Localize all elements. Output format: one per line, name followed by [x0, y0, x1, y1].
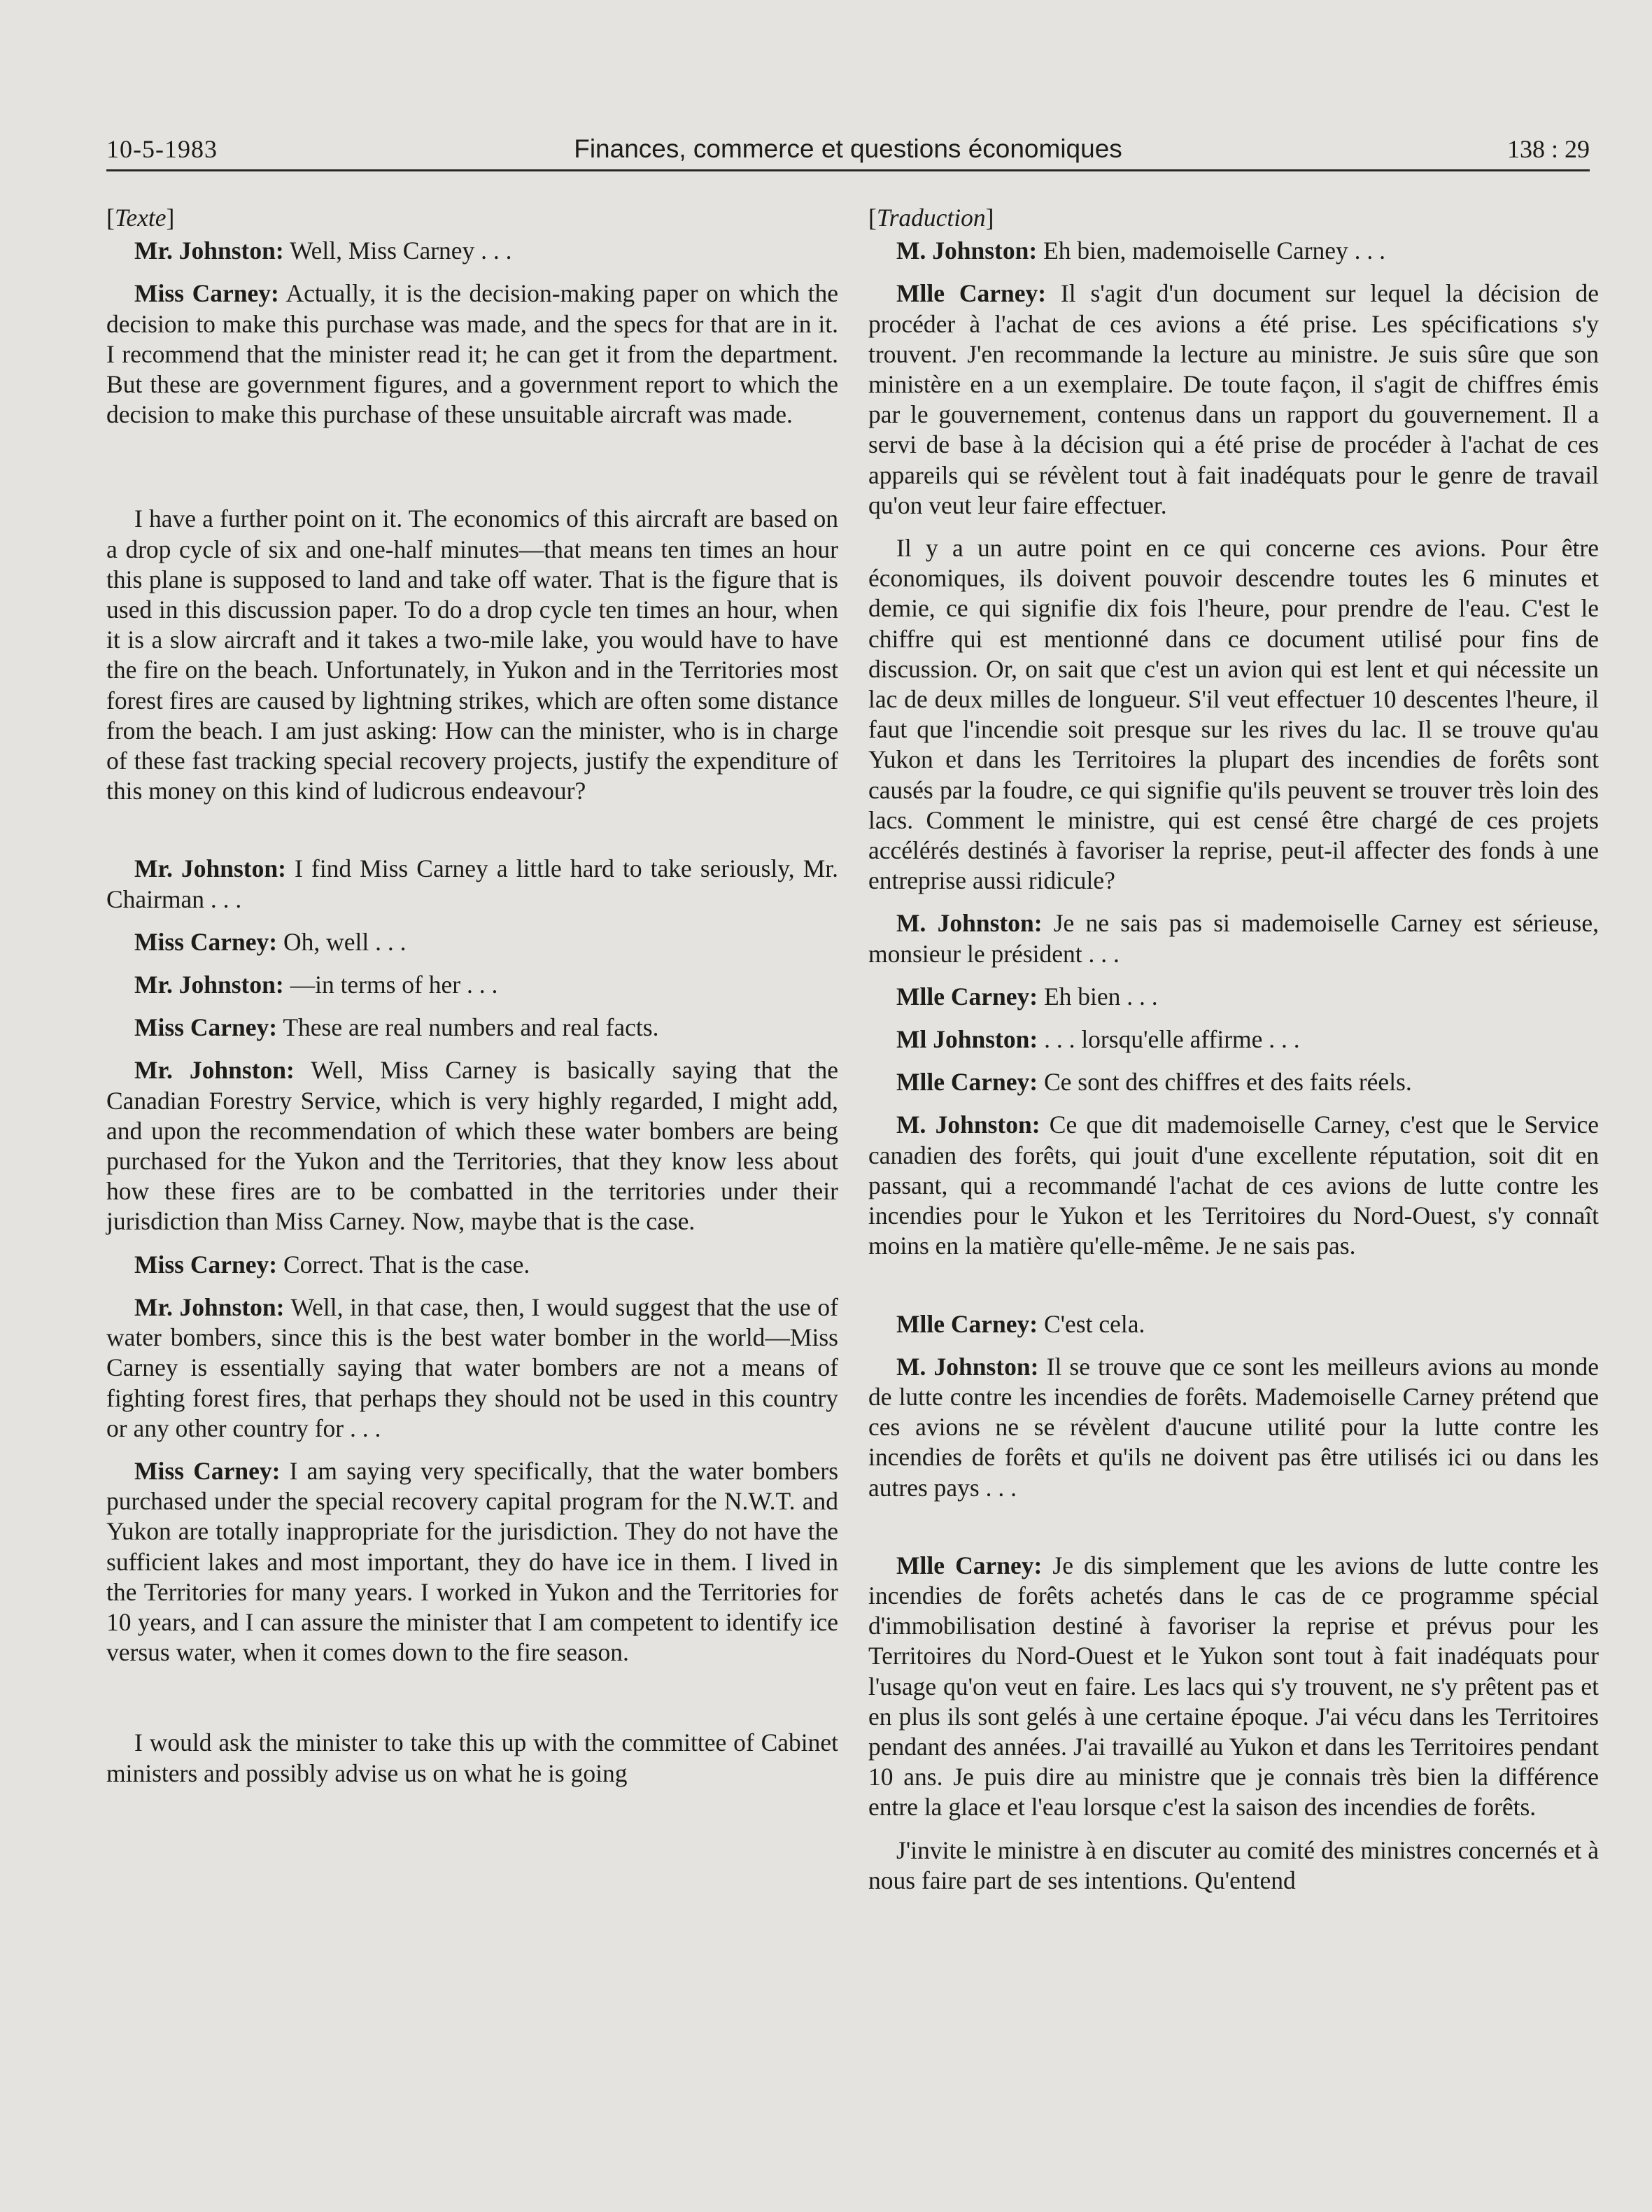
- speaker: Mlle Carney:: [896, 982, 1038, 1010]
- paragraph: [868, 1309, 1599, 1339]
- paragraph: [868, 1110, 1599, 1261]
- speech: C'est cela.: [1043, 1309, 1145, 1338]
- paragraph: [868, 1067, 1599, 1097]
- paragraph: [868, 1836, 1599, 1896]
- paragraph: [868, 1024, 1599, 1055]
- speech: Ce sont des chiffres et des faits réels.: [1043, 1068, 1412, 1097]
- paragraph: [868, 279, 1599, 521]
- speech: Correct. That is the case.: [283, 1250, 530, 1278]
- header-title: Finances, commerce et questions économiques: [574, 134, 1122, 163]
- paragraph: [106, 854, 838, 914]
- speaker: Miss Carney:: [134, 1250, 278, 1278]
- speaker: Miss Carney:: [134, 1456, 281, 1485]
- speaker: Mr. Johnston:: [134, 1292, 285, 1321]
- paragraph: [106, 279, 838, 430]
- paragraph: [868, 236, 1599, 266]
- paragraph: [106, 1055, 838, 1237]
- speech: Well, Miss Carney is basically saying that the Canadian Forestry Service, which is very highly regarded, I might add, and upon the recommendation of which these water bombers are being purchased for the Yukon and the Territories, that they know less about how these fires are to be combatted in the territories under their jurisdiction than Miss Carney. Now, maybe that is the case.: [106, 1056, 838, 1236]
- speech: Well, Miss Carney . . .: [289, 237, 512, 265]
- paragraph: [106, 1456, 838, 1668]
- paragraph: [106, 1013, 838, 1043]
- speech: Il se trouve que ce sont les meilleurs avions au monde de lutte contre les incendies de forêts. Mademoiselle Carney prétend que ces avions ne se révèlent d'aucune utilité pour la lutte contre les incendies de forêts et qu'ils ne doivent pas être utilisés ici ou dans les autres pays . . .: [868, 1352, 1600, 1502]
- speech: Il s'agit d'un document sur lequel la décision de procéder à l'achat de ces avions a été prise. Les spécifications s'y trouvent. J'en recommande la lecture au ministre. Je suis sûre que son ministère en a un exemplaire. De toute façon, il s'agit de chiffres émis par le gouvernement, contenus dans un rapport du gouvernement. Il a servi de base à la décision qui a été prise de procéder à l'achat de ces appareils qui se révèlent tout à fait inadéquats pour le genre de travail qu'on veut leur faire effectuer.: [868, 279, 1600, 519]
- paragraph: [868, 982, 1599, 1012]
- page-header: [106, 130, 1590, 171]
- speech: I am saying very specifically, that the water bombers purchased under the special recovery capital program for the N.W.T. and Yukon are totally inappropriate for the jurisdiction. They do not have the sufficient lakes and most important, they do have ice in them. I lived in the Territories for many years. I worked in Yukon and the Territories for 10 years, and I can assure the minister that I am competent to identify ice versus water, when it comes down to the fire season.: [106, 1456, 839, 1667]
- speaker: Ml Johnston:: [896, 1025, 1038, 1054]
- speaker: M. Johnston:: [896, 1111, 1040, 1139]
- speaker: Mr. Johnston:: [134, 971, 284, 999]
- paragraph: [106, 1250, 838, 1280]
- speech: Eh bien . . .: [1043, 982, 1158, 1010]
- speech: These are real numbers and real facts.: [283, 1013, 659, 1042]
- speech: Il y a un autre point en ce qui concerne ces avions. Pour être économiques, ils doivent pouvoir descendre toutes les 6 minutes et demie, ce qui signifie dix fois l'heure, pour prendre de l'eau. C'est le chiffre qui est mentionné dans ce document utilisé pour fins de discussion. Or, on sait que c'est un avion qui est lent et qui nécessite un lac de deux milles de longueur. S'il veut effectuer 10 descentes l'heure, il faut que l'incendie soit presque sur les rives du lac. Il se trouve qu'au Yukon et dans les Territoires la plupart des incendies de forêts sont causés par la foudre, ce qui signifie qu'ils peuvent se trouver très loin des lacs. Comment le ministre, qui est censé être chargé de ces projets accélérés destinés à favoriser la reprise, peut-il affecter des fonds à une entreprise aussi ridicule?: [868, 534, 1599, 895]
- header-page-number: 138 : 29: [1506, 135, 1590, 163]
- column-label: [Traduction]: [868, 204, 994, 232]
- speech: —in terms of her . . .: [290, 971, 498, 999]
- english-column: [106, 203, 838, 1801]
- speech: . . . lorsqu'elle affirme . . .: [1044, 1025, 1300, 1054]
- french-column: [868, 203, 1599, 1908]
- speech: I find Miss Carney a little hard to take seriously, Mr. Chairman . . .: [106, 854, 838, 913]
- speaker: M. Johnston:: [896, 909, 1043, 938]
- paragraph: [106, 927, 838, 957]
- speech: Je ne sais pas si mademoiselle Carney est sérieuse, monsieur le président . . .: [868, 909, 1599, 968]
- paragraph: [106, 236, 838, 266]
- speech: I would ask the minister to take this up with the committee of Cabinet ministers and possibly advise us on what he is going: [106, 1728, 838, 1787]
- speech: Ce que dit mademoiselle Carney, c'est que le Service canadien des forêts, qui jouit d'une excellente réputation, soit dit en passant, qui a recommandé l'achat de ces avions de lutte contre les incendies pour le Yukon et les Territoires du Nord-Ouest, s'y connaît moins en la matière qu'elle-même. Je ne sais pas.: [868, 1111, 1599, 1260]
- paragraph: [868, 533, 1599, 896]
- paragraph: [868, 908, 1599, 968]
- speaker: Mlle Carney:: [896, 1551, 1043, 1579]
- speaker: Mlle Carney:: [896, 1068, 1038, 1097]
- speaker: M. Johnston:: [896, 237, 1038, 265]
- speaker: Mr. Johnston:: [134, 237, 284, 265]
- speech: Je dis simplement que les avions de lutte contre les incendies de forêts achetés dans le cas de ce programme spécial d'immobilisation destiné à favoriser la reprise et prévus pour les Territoires du Nord-Ouest et le Yukon sont tout à fait inadéquats pour l'usage qu'on veut en faire. Les lacs qui s'y trouvent, ne s'y prêtent pas et en plus ils sont gelés à une certaine époque. J'ai vécu dans les Territoires pendant des années. J'ai travaillé au Yukon et dans les Territoires pendant 10 ans. Je puis dire au ministre que je connais très bien la différence entre la glace et l'eau lorsque c'est la saison des incendies de forêts.: [868, 1551, 1599, 1822]
- paragraph: [868, 1551, 1599, 1823]
- speaker: Mlle Carney:: [896, 279, 1047, 308]
- column-label: [Texte]: [106, 204, 175, 232]
- header-date: 10-5-1983: [106, 135, 218, 163]
- speech: Actually, it is the decision-making paper on which the decision to make this purchase was made, and the specs for that are in it. I recommend that the minister read it; he can get it from the department. But these are government figures, and a government report to which the decision to make this purchase of these unsuitable aircraft was made.: [106, 279, 838, 429]
- speech: Eh bien, mademoiselle Carney . . .: [1043, 237, 1386, 265]
- speech: J'invite le ministre à en discuter au comité des ministres concernés et à nous faire part de ses intentions. Qu'entend: [868, 1836, 1599, 1894]
- speaker: Mlle Carney:: [896, 1309, 1038, 1338]
- paragraph: [106, 1728, 838, 1788]
- speech: Well, in that case, then, I would suggest that the use of water bombers, since this is the best water bomber in the world—Miss Carney is essentially saying that water bombers are not a means of fighting forest fires, that perhaps they should not be used in this country or any other country for . . .: [106, 1292, 838, 1442]
- paragraph: [106, 1292, 838, 1444]
- speech: I have a further point on it. The economics of this aircraft are based on a drop cycle of six and one-half minutes—that means ten times an hour this plane is supposed to land and take off water. That is the figure that is used in this discussion paper. To do a drop cycle ten times an hour, when it is a slow aircraft and it takes a two-mile lake, you would have to have the fire on the beach. Unfortunately, in Yukon and in the Territories most forest fires are caused by lightning strikes, which are often some distance from the beach. I am just asking: How can the minister, who is in charge of these fast tracking special recovery projects, justify the expenditure of this money on this kind of ludicrous endeavour?: [106, 505, 838, 805]
- speaker: Mr. Johnston:: [134, 854, 286, 883]
- speaker: Miss Carney:: [134, 1013, 278, 1042]
- speaker: Miss Carney:: [134, 927, 278, 956]
- speech: Oh, well . . .: [283, 927, 407, 956]
- paragraph: [106, 504, 838, 806]
- paragraph: [868, 1352, 1599, 1503]
- speaker: Mr. Johnston:: [134, 1056, 295, 1085]
- paragraph: [106, 970, 838, 1000]
- speaker: Miss Carney:: [134, 279, 279, 308]
- speaker: M. Johnston:: [896, 1352, 1039, 1381]
